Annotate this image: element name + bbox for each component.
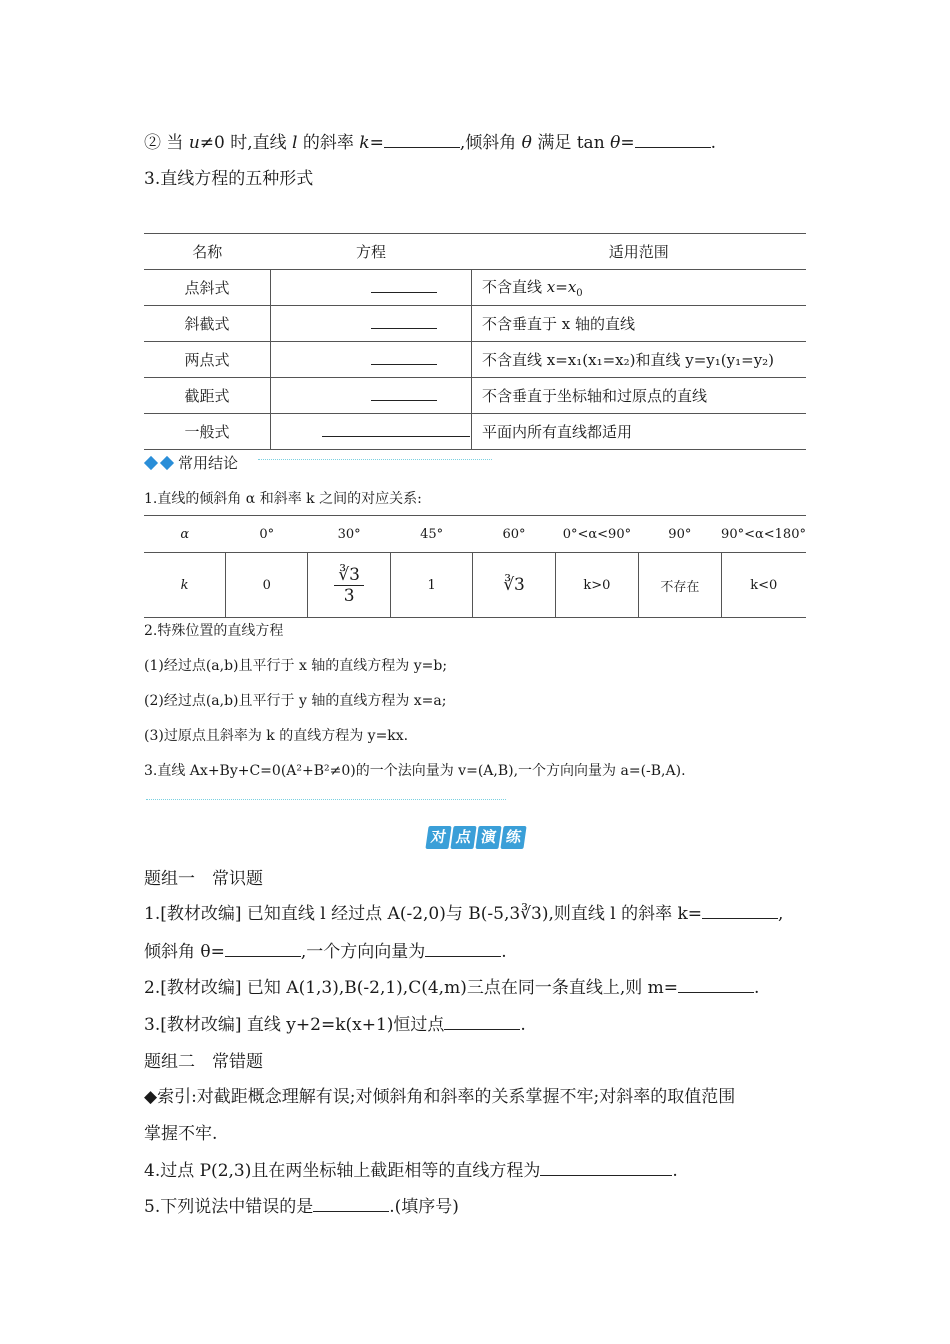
question-1-cont: 倾斜角 θ= ,一个方向向量为 . [144, 942, 507, 962]
header-scope: 适用范围 [608, 243, 669, 261]
conclusion-2: 2.特殊位置的直线方程 [144, 623, 284, 639]
question-3: 3.[教材改编] 直线 y+2=k(x+1)恒过点 . [144, 1015, 526, 1035]
answer-blank[interactable] [384, 133, 460, 148]
conclusion-1: 1.直线的倾斜角 α 和斜率 k 之间的对应关系: [144, 491, 422, 507]
question-2: 2.[教材改编] 已知 A(1,3),B(-2,1),C(4,m)三点在同一条直线上,则 m= . [144, 978, 760, 998]
table-row: 一般式 平面内所有直线都适用 [144, 414, 806, 450]
table-row: α 0° 30° 45° 60° 0°<α<90° 90° 90°<α<180° [144, 516, 806, 553]
section-heading-3: 3.直线方程的五种形式 [144, 169, 314, 189]
fraction: $\frac{∛3}{3}$ [334, 565, 364, 606]
list-item: (3)过原点且斜率为 k 的直线方程为 y=kx. [144, 728, 409, 744]
dotted-divider [146, 799, 506, 800]
answer-blank[interactable] [371, 278, 437, 293]
group-title-1: 题组一 常识题 [144, 869, 263, 889]
answer-blank[interactable] [540, 1161, 672, 1176]
header-name: 名称 [192, 243, 223, 261]
group-title-2: 题组二 常错题 [144, 1052, 263, 1072]
angle-slope-table [144, 515, 806, 618]
diamond-icon [160, 456, 174, 470]
answer-blank[interactable] [425, 942, 501, 957]
answer-blank[interactable] [313, 1197, 389, 1212]
line-forms-table [144, 233, 806, 450]
table-row: 点斜式 不含直线 $x=x_0$ [144, 270, 806, 306]
practice-badge: 对 点 演 练 [427, 826, 525, 850]
conclusion-3: 3.直线 Ax+By+C=0(A²+B²≠0)的一个法向量为 v=(A,B),一个方向向量为 a=(-B,A). [144, 763, 686, 779]
question-1: 1.[教材改编] 已知直线 l 经过点 A(-2,0)与 B(-5,3∛3),则直线 l 的斜率 k= , [144, 904, 784, 924]
diamond-icon [144, 456, 158, 470]
list-item: (1)经过点(a,b)且平行于 x 轴的直线方程为 y=b; [144, 658, 448, 674]
header-equation: 方程 [355, 243, 386, 261]
answer-blank[interactable] [371, 386, 437, 401]
section-title: 常用结论 [146, 452, 238, 473]
answer-blank[interactable] [678, 978, 754, 993]
index-note: ◆索引:对截距概念理解有误;对倾斜角和斜率的关系掌握不牢;对斜率的取值范围 [144, 1087, 736, 1107]
table-row: k 0 $\frac{∛3}{3}$ 1 ∛3 k>0 不存在 k<0 [144, 553, 806, 618]
index-note-cont: 掌握不牢. [144, 1124, 218, 1144]
answer-blank[interactable] [371, 314, 437, 329]
condition-line: ② 当 u≠0 时,直线 l 的斜率 k= ,倾斜角 θ 满足 tan θ= . [144, 133, 716, 153]
dotted-divider [258, 459, 492, 460]
question-4: 4.过点 P(2,3)且在两坐标轴上截距相等的直线方程为 . [144, 1161, 678, 1181]
answer-blank[interactable] [444, 1015, 520, 1030]
list-item: (2)经过点(a,b)且平行于 y 轴的直线方程为 x=a; [144, 693, 447, 709]
answer-blank[interactable] [635, 133, 711, 148]
answer-blank[interactable] [225, 942, 301, 957]
answer-blank[interactable] [322, 422, 470, 437]
table-row: 斜截式 不含垂直于 x 轴的直线 [144, 306, 806, 342]
question-5: 5.下列说法中错误的是 .(填序号) [144, 1197, 459, 1217]
answer-blank[interactable] [702, 904, 778, 919]
answer-blank[interactable] [371, 350, 437, 365]
table-row: 两点式 不含直线 x=x₁(x₁=x₂)和直线 y=y₁(y₁=y₂) [144, 342, 806, 378]
table-row: 截距式 不含垂直于坐标轴和过原点的直线 [144, 378, 806, 414]
